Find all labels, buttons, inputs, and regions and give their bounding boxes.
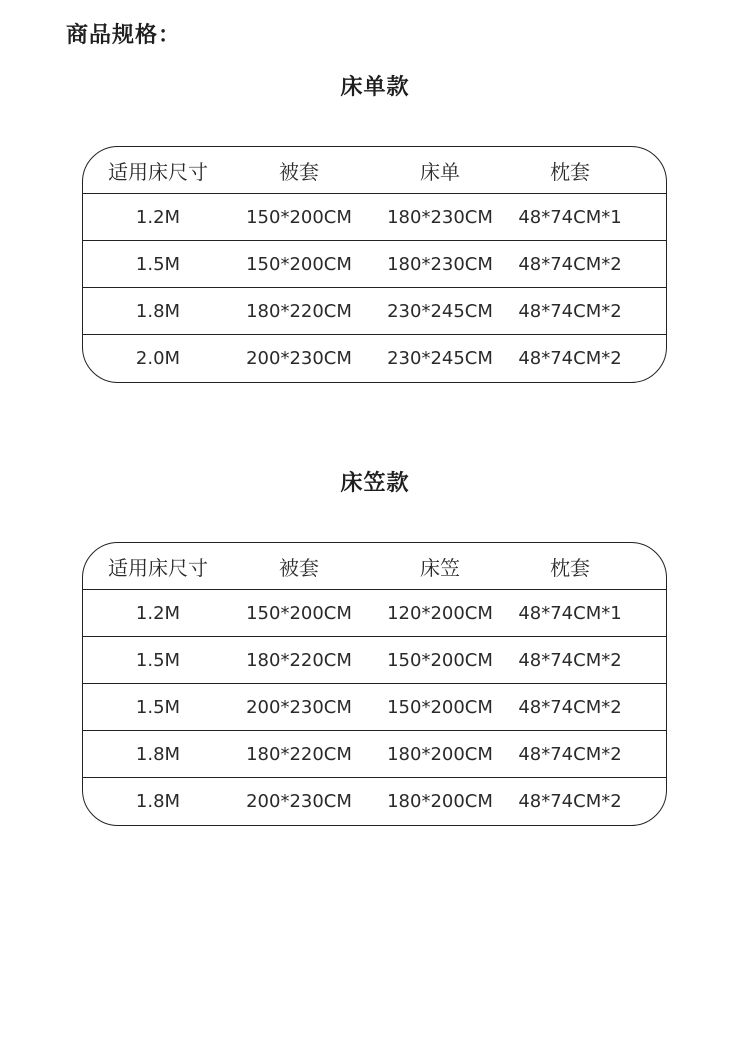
cell-duvet-cover: 150*200CM (246, 206, 352, 228)
cell-duvet-cover: 180*220CM (246, 649, 352, 671)
table-row (83, 637, 666, 684)
cell-bed-size: 1.8M (135, 791, 181, 812)
cell-bed-size: 1.5M (135, 649, 181, 671)
cell-fitted-sheet: 150*200CM (387, 696, 493, 718)
section-title-sheet: 床单款 (340, 75, 410, 100)
cell-pillowcase: 48*74CM*1 (518, 206, 622, 228)
cell-duvet-cover: 200*230CM (246, 791, 352, 812)
cell-duvet-cover: 200*230CM (246, 348, 352, 369)
cell-bed-sheet: 230*245CM (387, 348, 493, 369)
cell-pillowcase: 48*74CM*2 (518, 253, 622, 275)
header-pillowcase: 枕套 (550, 159, 590, 184)
cell-bed-sheet: 180*230CM (387, 206, 493, 228)
cell-pillowcase: 48*74CM*2 (518, 743, 622, 765)
header-bed-size: 适用床尺寸 (108, 555, 208, 580)
header-fitted-sheet: 床笠 (420, 555, 460, 580)
header-bed-size: 适用床尺寸 (108, 159, 208, 184)
cell-duvet-cover: 150*200CM (246, 602, 352, 624)
section-title-fitted: 床笠款 (340, 471, 410, 496)
table-row (83, 241, 666, 288)
table-row (83, 731, 666, 778)
cell-pillowcase: 48*74CM*1 (518, 602, 622, 624)
cell-duvet-cover: 200*230CM (246, 696, 352, 718)
table-row (83, 194, 666, 241)
cell-duvet-cover: 150*200CM (246, 253, 352, 275)
cell-bed-size: 1.5M (135, 696, 181, 718)
header-duvet-cover: 被套 (279, 159, 319, 184)
table-row (83, 288, 666, 335)
cell-pillowcase: 48*74CM*2 (518, 300, 622, 322)
table-header-row (83, 543, 666, 590)
spec-table-sheet (82, 146, 667, 383)
cell-fitted-sheet: 180*200CM (387, 743, 493, 765)
cell-fitted-sheet: 150*200CM (387, 649, 493, 671)
cell-pillowcase: 48*74CM*2 (518, 348, 622, 369)
cell-bed-size: 1.8M (135, 300, 181, 322)
spec-table-fitted (82, 542, 667, 826)
table-row (83, 335, 666, 382)
header-pillowcase: 枕套 (550, 555, 590, 580)
cell-bed-size: 1.2M (135, 206, 181, 228)
cell-pillowcase: 48*74CM*2 (518, 696, 622, 718)
cell-pillowcase: 48*74CM*2 (518, 649, 622, 671)
cell-fitted-sheet: 180*200CM (387, 791, 493, 812)
cell-bed-sheet: 180*230CM (387, 253, 493, 275)
cell-bed-size: 1.2M (135, 602, 181, 624)
cell-bed-sheet: 230*245CM (387, 300, 493, 322)
cell-fitted-sheet: 120*200CM (387, 602, 493, 624)
header-duvet-cover: 被套 (279, 555, 319, 580)
table-row (83, 778, 666, 825)
table-header-row (83, 147, 666, 194)
table-row (83, 590, 666, 637)
cell-duvet-cover: 180*220CM (246, 300, 352, 322)
cell-pillowcase: 48*74CM*2 (518, 791, 622, 812)
header-bed-sheet: 床单 (420, 159, 460, 184)
page-heading: 商品规格： (66, 23, 182, 48)
cell-bed-size: 1.8M (135, 743, 181, 765)
cell-bed-size: 1.5M (135, 253, 181, 275)
cell-bed-size: 2.0M (135, 348, 181, 369)
cell-duvet-cover: 180*220CM (246, 743, 352, 765)
table-row (83, 684, 666, 731)
